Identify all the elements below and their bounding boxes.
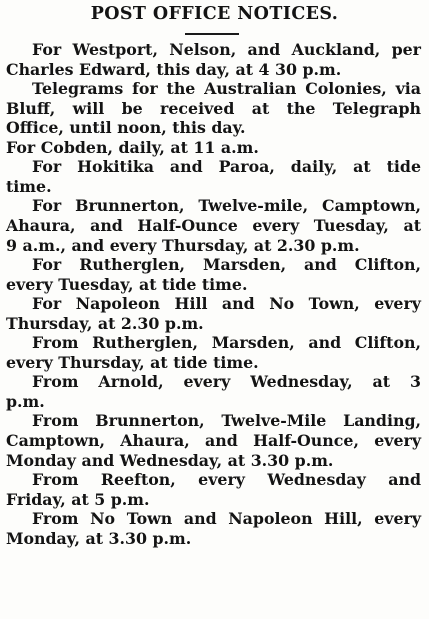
notice-1-line-2: Charles Edward, this day, at 4 30 p.m. xyxy=(6,59,342,79)
notice-1-line-1: For Westport, Nelson, and Auckland, per xyxy=(32,40,421,59)
notice-10-line-1: From Brunnerton, Twelve-Mile Landing, xyxy=(32,411,421,431)
notice-heading: POST OFFICE NOTICES. xyxy=(90,4,339,24)
notice-5-line-3: 9 a.m., and every Thursday, at 2.30 p.m. xyxy=(6,235,360,255)
notice-10-line-3: Monday and Wednesday, at 3.30 p.m. xyxy=(6,450,334,470)
notice-5-line-1: For Brunnerton, Twelve-mile, Camptown, xyxy=(32,196,421,216)
notice-3-line-1: For Cobden, daily, at 11 a.m. xyxy=(6,137,259,157)
notice-8-line-2: every Thursday, at tide time. xyxy=(6,352,259,372)
notice-9-line-1: From Arnold, every Wednesday, at 3 xyxy=(32,372,421,392)
notice-12-line-1: From No Town and Napoleon Hill, every xyxy=(32,509,421,529)
notice-11-line-2: Friday, at 5 p.m. xyxy=(6,489,150,509)
notice-11-line-1: From Reefton, every Wednesday and xyxy=(32,470,421,490)
heading-rule xyxy=(185,33,239,35)
notice-8-line-1: From Rutherglen, Marsden, and Clifton, xyxy=(32,333,421,353)
notice-6-line-2: every Tuesday, at tide time. xyxy=(6,274,248,294)
notice-4-line-1: For Hokitika and Paroa, daily, at tide xyxy=(32,157,421,177)
notice-10-line-2: Camptown, Ahaura, and Half-Ounce, every xyxy=(6,431,421,450)
notice-2-line-2: Bluff, will be received at the Telegraph xyxy=(6,98,421,118)
notice-9-line-2: p.m. xyxy=(6,391,45,411)
notice-7-line-1: For Napoleon Hill and No Town, every xyxy=(32,294,421,314)
notice-4-line-2: time. xyxy=(6,176,52,196)
notice-2-line-1: Telegrams for the Australian Colonies, via xyxy=(32,79,421,99)
notice-7-line-2: Thursday, at 2.30 p.m. xyxy=(6,313,204,333)
notice-5-line-2: Ahaura, and Half-Ounce every Tuesday, at xyxy=(6,216,421,235)
notice-12-line-2: Monday, at 3.30 p.m. xyxy=(6,528,192,548)
notice-2-line-3: Office, until noon, this day. xyxy=(6,118,246,138)
notice-6-line-1: For Rutherglen, Marsden, and Clifton, xyxy=(32,255,421,275)
